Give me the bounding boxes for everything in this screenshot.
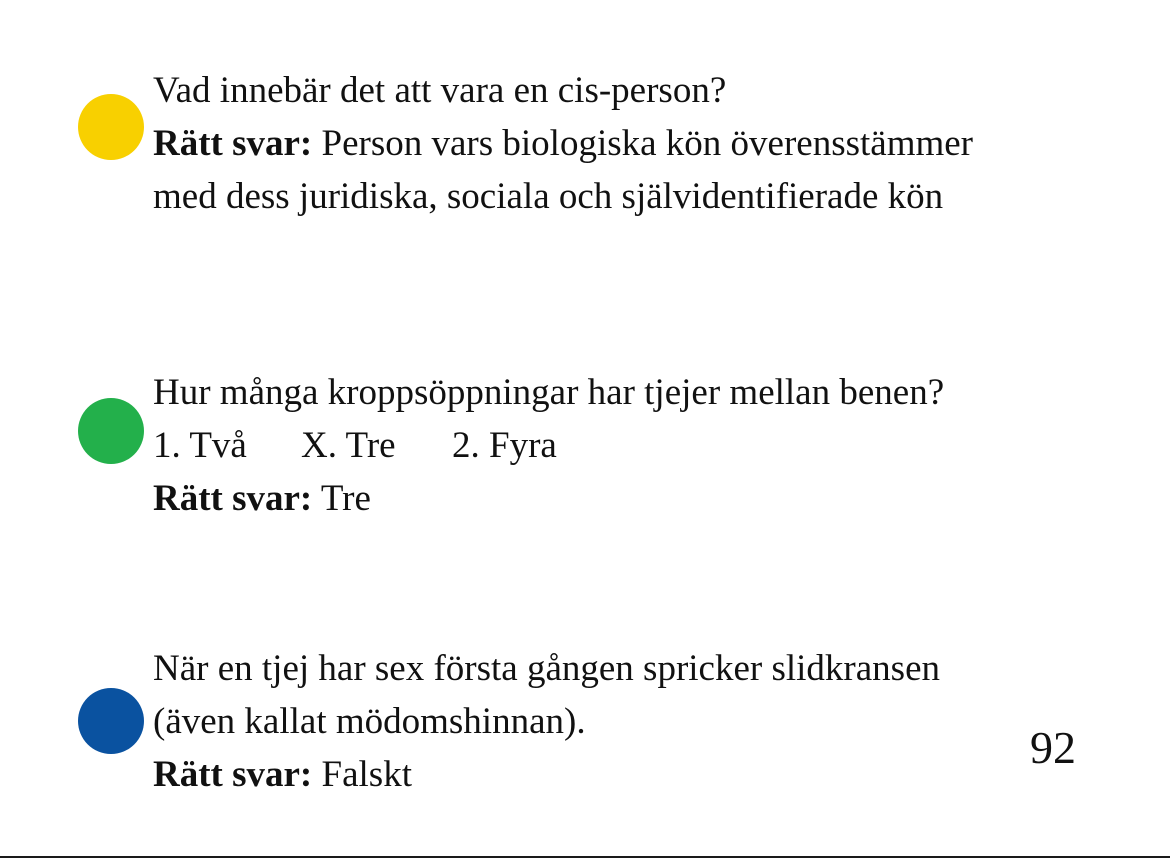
answer-text: Person vars biologiska kön överensstämmer [312, 123, 974, 164]
bottom-divider [0, 856, 1170, 858]
option-x: X. Tre [301, 425, 396, 466]
answer-label: Rätt svar: [153, 123, 313, 164]
answer-label: Rätt svar: [153, 478, 313, 519]
question-text-continued: (även kallat mödomshinnan). [153, 701, 586, 742]
answer-line [153, 748, 940, 801]
blue-dot-icon [78, 688, 144, 754]
question-text: Hur många kroppsöppningar har tjejer mellan benen? [153, 372, 945, 413]
answer-label: Rätt svar: [153, 754, 313, 795]
option-2: 2. Fyra [452, 425, 557, 466]
option-1: 1. Två [153, 425, 247, 466]
answer-options [153, 419, 944, 472]
yellow-dot-icon [78, 94, 144, 160]
question-block-1 [153, 64, 973, 223]
answer-text: Tre [312, 478, 371, 519]
green-dot-icon [78, 398, 144, 464]
answer-line [153, 472, 944, 525]
question-block-2 [153, 366, 944, 525]
question-text: Vad innebär det att vara en cis-person? [153, 70, 727, 111]
answer-text: Falskt [312, 754, 412, 795]
question-text: När en tjej har sex första gången spricker slidkransen [153, 648, 940, 689]
question-block-3 [153, 642, 940, 801]
page-number: 92 [1030, 722, 1076, 773]
answer-line [153, 117, 973, 170]
answer-text-continued: med dess juridiska, sociala och självidentifierade kön [153, 176, 944, 217]
